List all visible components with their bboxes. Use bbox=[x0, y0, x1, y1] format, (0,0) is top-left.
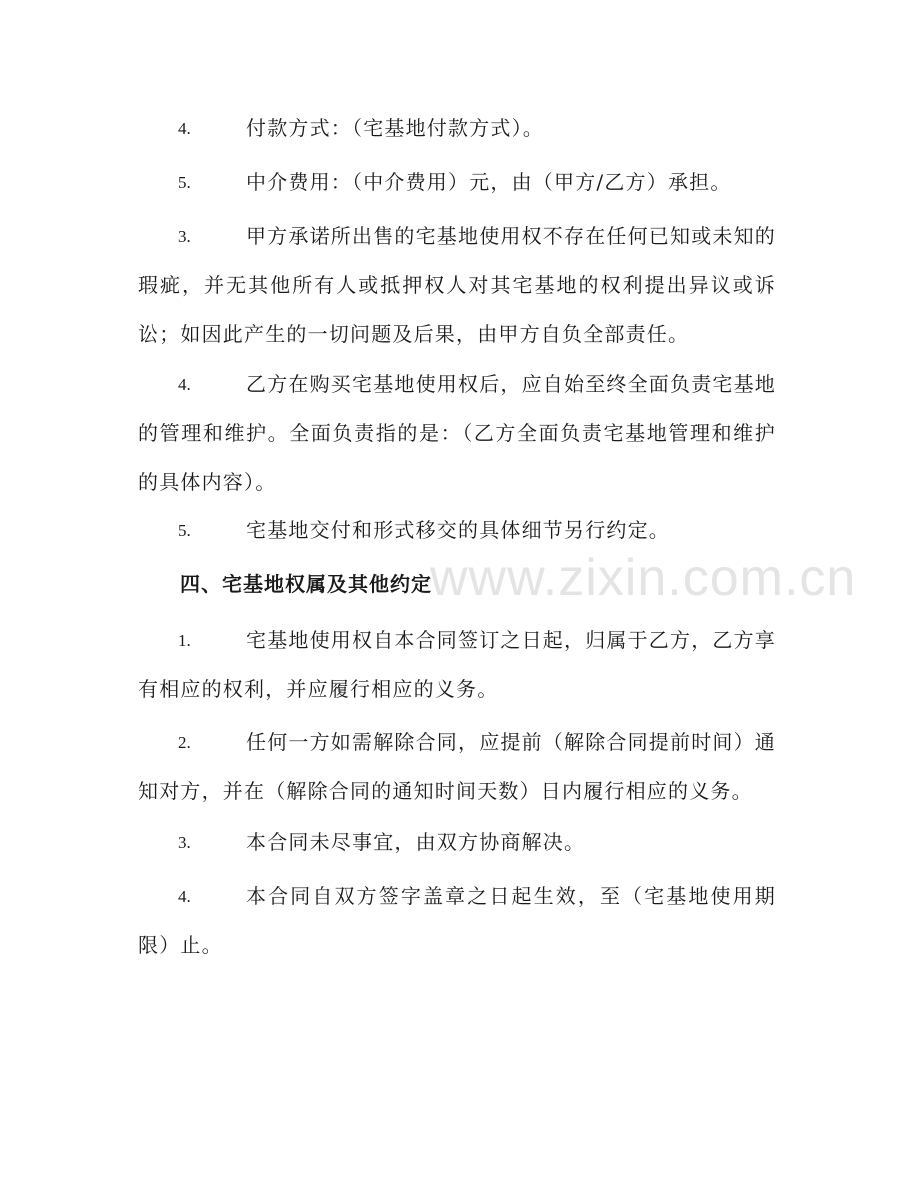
clause-effective-date bbox=[138, 872, 776, 970]
clause-number: 4. bbox=[178, 887, 191, 906]
clause-number: 2. bbox=[178, 733, 191, 752]
clause-delivery-details bbox=[138, 506, 776, 555]
section-heading: 四、宅基地权属及其他约定 bbox=[180, 572, 432, 596]
clause-number: 4. bbox=[178, 375, 191, 394]
clause-text: 付款方式：（宅基地付款方式）。 bbox=[246, 116, 544, 140]
clause-number: 5. bbox=[178, 521, 191, 540]
clause-number: 4. bbox=[178, 119, 191, 138]
clause-text: 本合同自双方签字盖章之日起生效，至（宅基地使用期限）止。 bbox=[138, 884, 776, 957]
clause-party-a-warranty bbox=[138, 212, 776, 359]
clause-ownership bbox=[138, 616, 776, 714]
watermark: www.zixin.com.cn bbox=[430, 549, 857, 607]
clause-number: 3. bbox=[178, 833, 191, 852]
clause-number: 1. bbox=[178, 631, 191, 650]
clause-text: 中介费用：（中介费用）元，由（甲方/乙方）承担。 bbox=[246, 170, 732, 194]
clause-termination bbox=[138, 718, 776, 816]
clause-payment-method bbox=[138, 104, 776, 153]
clause-number: 5. bbox=[178, 173, 191, 192]
clause-party-b-maintenance bbox=[138, 360, 776, 507]
clause-agency-fee bbox=[138, 158, 776, 207]
clause-number: 3. bbox=[178, 227, 191, 246]
clause-text: 任何一方如需解除合同，应提前（解除合同提前时间）通知对方，并在（解除合同的通知时间天数）日内履行相应的义务。 bbox=[138, 730, 776, 803]
clause-negotiation bbox=[138, 818, 776, 867]
clause-text: 乙方在购买宅基地使用权后，应自始至终全面负责宅基地的管理和维护。全面负责指的是：（乙方全面负责宅基地管理和维护的具体内容）。 bbox=[138, 372, 776, 494]
clause-text: 甲方承诺所出售的宅基地使用权不存在任何已知或未知的瑕疵，并无其他所有人或抵押权人对其宅基地的权利提出异议或诉讼；如因此产生的一切问题及后果，由甲方自负全部责任。 bbox=[138, 224, 776, 346]
clause-text: 宅基地使用权自本合同签订之日起，归属于乙方，乙方享有相应的权利，并应履行相应的义务。 bbox=[138, 628, 776, 701]
clause-text: 本合同未尽事宜，由双方协商解决。 bbox=[246, 830, 586, 854]
clause-text: 宅基地交付和形式移交的具体细节另行约定。 bbox=[246, 518, 670, 542]
